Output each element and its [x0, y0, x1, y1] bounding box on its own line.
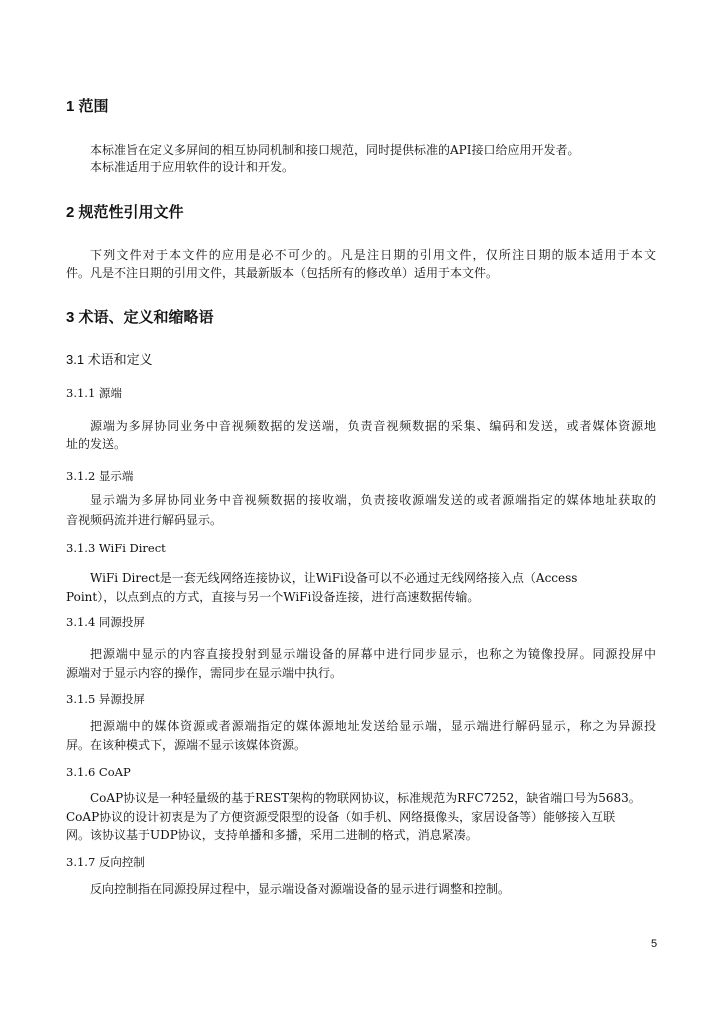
paragraph-line: 本标准旨在定义多屏间的相互协同机制和接口规范，同时提供标准的API接口给应用开发者。 [90, 143, 580, 157]
paragraph-line: CoAP协议的设计初衷是为了方便资源受限型的设备（如手机、网络摄像头，家居设备等）能够接入互联 [66, 810, 616, 824]
paragraph-line: 把源端中显示的内容直接投射到显示端设备的屏幕中进行同步显示，也称之为镜像投屏。同源投屏中 [90, 647, 656, 661]
subsection-heading-terms-definitions: 3.1 术语和定义 [66, 352, 153, 367]
term-heading-media-cast: 3.1.5 异源投屏 [66, 692, 145, 706]
paragraph-line: 反向控制指在同源投屏过程中，显示端设备对源端设备的显示进行调整和控制。 [90, 882, 511, 896]
term-heading-source: 3.1.1 源端 [66, 386, 122, 400]
paragraph-line: 屏。在该种模式下，源端不显示该媒体资源。 [66, 738, 307, 752]
paragraph-line: WiFi Direct是一套无线网络连接协议，让WiFi设备可以不必通过无线网络接入点（Access [90, 571, 578, 585]
term-heading-coap: 3.1.6 CoAP [66, 765, 131, 779]
term-heading-display: 3.1.2 显示端 [66, 469, 134, 483]
paragraph-line: 下列文件对于本文件的应用是必不可少的。凡是注日期的引用文件，仅所注日期的版本适用于本文 [90, 248, 656, 262]
paragraph-line: 源端为多屏协同业务中音视频数据的发送端，负责音视频数据的采集、编码和发送，或者媒体资源地 [90, 419, 656, 433]
section-heading-normative-references: 2 规范性引用文件 [66, 204, 184, 221]
paragraph-line: 网。该协议基于UDP协议，支持单播和多播，采用二进制的格式，消息紧凑。 [66, 828, 478, 842]
paragraph-line: 址的发送。 [66, 437, 127, 451]
page-number: 5 [651, 938, 658, 950]
paragraph-line: 本标准适用于应用软件的设计和开发。 [90, 160, 295, 174]
term-heading-mirror-cast: 3.1.4 同源投屏 [66, 615, 145, 629]
term-heading-reverse-control: 3.1.7 反向控制 [66, 855, 145, 869]
paragraph-line: Point），以点到点的方式，直接与另一个WiFi设备连接，进行高速数据传输。 [66, 590, 480, 604]
term-heading-wifi-direct: 3.1.3 WiFi Direct [66, 541, 166, 555]
paragraph-line: 显示端为多屏协同业务中音视频数据的接收端，负责接收源端发送的或者源端指定的媒体地址获取的 [90, 493, 656, 507]
section-heading-scope: 1 范围 [66, 98, 109, 115]
section-heading-terms: 3 术语、定义和缩略语 [66, 309, 214, 326]
paragraph-line: 件。凡是不注日期的引用文件，其最新版本（包括所有的修改单）适用于本文件。 [66, 266, 499, 280]
paragraph-line: 把源端中的媒体资源或者源端指定的媒体源地址发送给显示端，显示端进行解码显示，称之为异源投 [90, 719, 656, 733]
paragraph-line: 音视频码流并进行解码显示。 [66, 513, 223, 527]
paragraph-line: 源端对于显示内容的操作，需同步在显示端中执行。 [66, 666, 343, 680]
paragraph-line: CoAP协议是一种轻量级的基于REST架构的物联网协议，标准规范为RFC7252，缺省端口号为5683。 [90, 791, 641, 805]
